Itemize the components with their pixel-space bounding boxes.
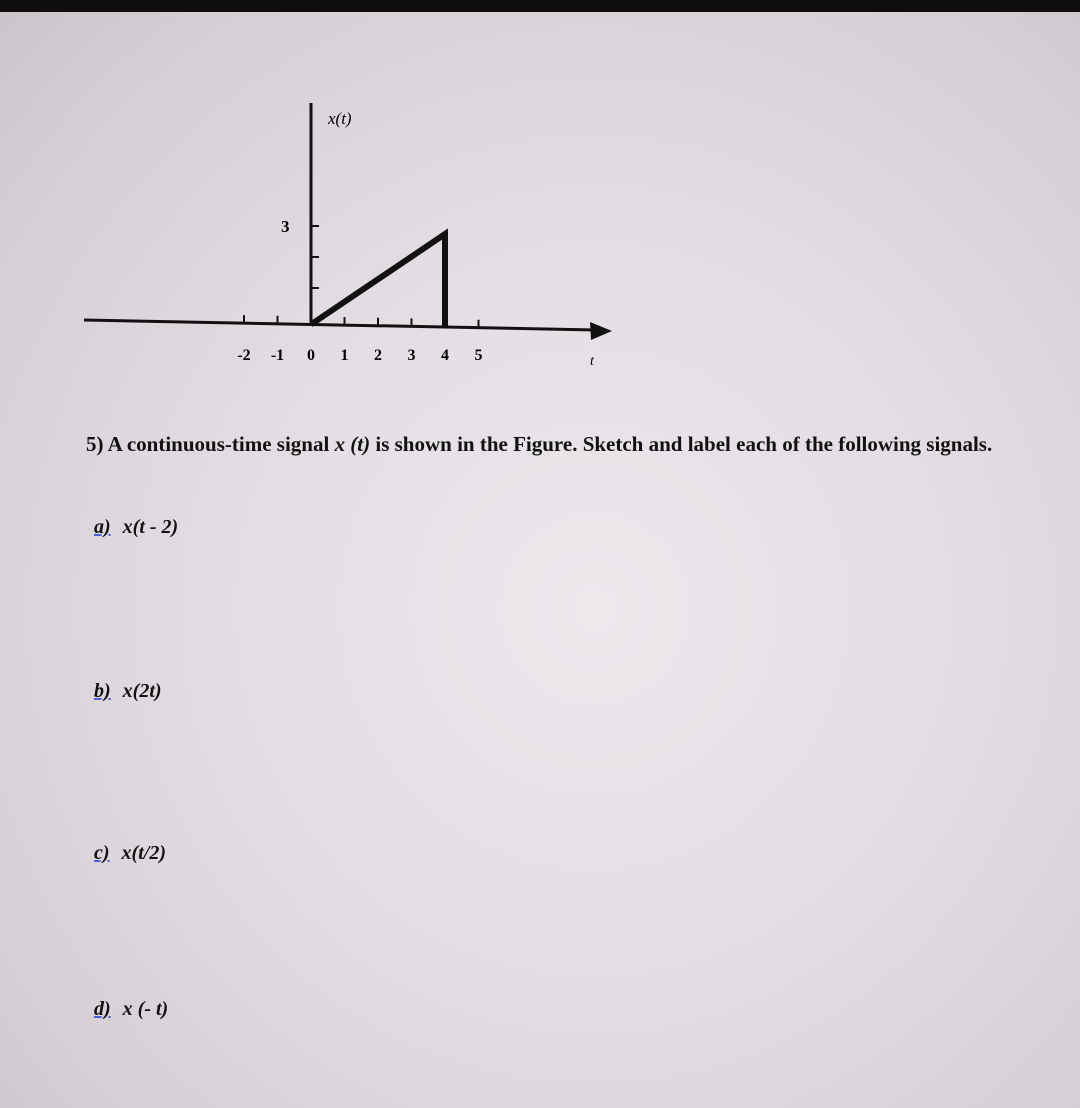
signal-figure [0, 0, 1080, 400]
part-b [94, 680, 162, 703]
part-b-letter: b) [94, 680, 111, 702]
signal-plot [0, 0, 1080, 400]
x-tick-label-5: 3 [407, 347, 416, 364]
x-axis-arrow [590, 322, 612, 340]
signal-symbol-text: x (t) [334, 432, 371, 456]
x-tick-label-4: 2 [374, 347, 382, 364]
part-d-expr: x (- t) [122, 998, 169, 1020]
part-c-expr: x(t/2) [121, 842, 166, 864]
signal-ramp [311, 234, 445, 327]
part-d [94, 998, 168, 1021]
question-text-before: A continuous-time signal [107, 432, 330, 456]
x-tick-label-0: -2 [237, 347, 251, 364]
y-tick-label: 3 [281, 217, 290, 236]
x-axis-label: t [590, 354, 594, 369]
y-axis-label: x(t) [328, 109, 352, 128]
part-b-expr: x(2t) [122, 680, 162, 702]
part-c [94, 842, 166, 865]
part-d-letter: d) [94, 998, 111, 1020]
part-a-letter: a) [94, 516, 111, 538]
x-axis [84, 320, 596, 330]
question-text [86, 430, 1036, 458]
question-number: 5) [86, 432, 104, 456]
x-tick-label-7: 5 [474, 347, 483, 364]
signal-symbol [335, 432, 371, 456]
part-a-expr: x(t - 2) [122, 516, 179, 538]
x-tick-label-1: -1 [270, 347, 285, 364]
question-text-after: is shown in the Figure. Sketch and label each of the following signals. [375, 432, 993, 456]
part-a [94, 516, 178, 539]
x-tick-label-6: 4 [441, 347, 449, 364]
x-tick-labels [237, 347, 482, 364]
part-c-letter: c) [94, 842, 110, 864]
x-tick-label-2: 0 [307, 347, 315, 364]
x-tick-label-3: 1 [340, 347, 349, 364]
